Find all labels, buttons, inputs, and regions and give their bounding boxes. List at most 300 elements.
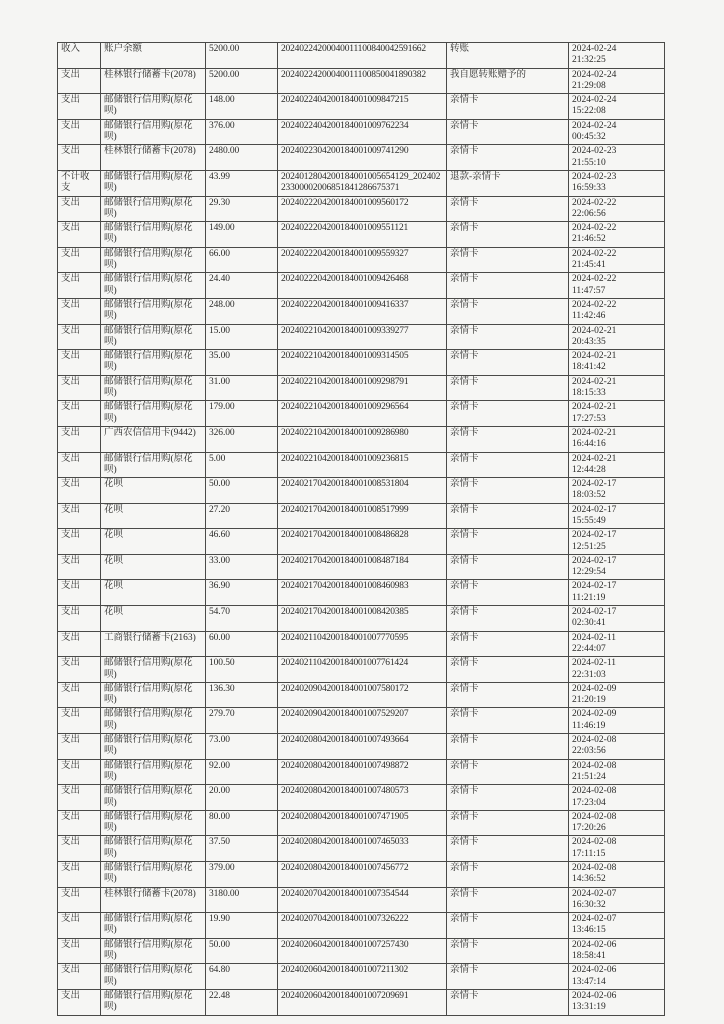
account-cell: 桂林银行储蓄卡(2078) bbox=[101, 145, 206, 171]
date-text: 2024-02-22 bbox=[572, 223, 617, 234]
transaction-type-cell: 支出 bbox=[58, 350, 101, 376]
note-cell: 亲情卡 bbox=[447, 401, 569, 427]
note-cell: 亲情卡 bbox=[447, 503, 569, 529]
transaction-type-cell: 支出 bbox=[58, 452, 101, 478]
amount-cell: 36.90 bbox=[206, 580, 278, 606]
time-text: 11:47:57 bbox=[572, 285, 606, 296]
transaction-id-cell: 2024022104200184001009286980 bbox=[278, 426, 447, 452]
date-text: 2024-02-06 bbox=[572, 939, 617, 950]
amount-cell: 2480.00 bbox=[206, 145, 278, 171]
transaction-type-cell: 支出 bbox=[58, 426, 101, 452]
time-text: 13:47:14 bbox=[572, 976, 606, 987]
transaction-id-cell: 2024020704200184001007326222 bbox=[278, 913, 447, 939]
table-row bbox=[58, 401, 665, 427]
note-cell: 亲情卡 bbox=[447, 452, 569, 478]
account-cell: 桂林银行储蓄卡(2078) bbox=[101, 887, 206, 913]
time-text: 16:59:33 bbox=[572, 183, 606, 194]
transaction-id-cell: 2024020604200184001007211302 bbox=[278, 964, 447, 990]
amount-cell: 54.70 bbox=[206, 606, 278, 632]
table-row bbox=[58, 375, 665, 401]
time-text: 14:36:52 bbox=[572, 874, 606, 885]
amount-cell: 24.40 bbox=[206, 273, 278, 299]
transaction-id-cell: 2024022404200184001009762234 bbox=[278, 119, 447, 145]
date-text: 2024-02-17 bbox=[572, 607, 617, 618]
table-row bbox=[58, 708, 665, 734]
amount-cell: 19.90 bbox=[206, 913, 278, 939]
account-cell: 邮储银行信用购(原花呗) bbox=[101, 964, 206, 990]
date-text: 2024-02-17 bbox=[572, 530, 617, 541]
table-row bbox=[58, 964, 665, 990]
datetime-cell bbox=[569, 401, 665, 427]
table-row bbox=[58, 196, 665, 222]
time-text: 17:20:26 bbox=[572, 823, 606, 834]
transaction-id-cell: 2024021104200184001007761424 bbox=[278, 657, 447, 683]
date-text: 2024-02-24 bbox=[572, 95, 617, 106]
table-row bbox=[58, 426, 665, 452]
transaction-type-cell: 支出 bbox=[58, 785, 101, 811]
date-text: 2024-02-09 bbox=[572, 683, 617, 694]
date-text: 2024-02-08 bbox=[572, 863, 617, 873]
transaction-id-cell: 2024012804200184001005654129_20240223300002006851841286675371 bbox=[278, 170, 447, 196]
account-cell: 花呗 bbox=[101, 529, 206, 555]
account-cell: 邮储银行信用购(原花呗) bbox=[101, 94, 206, 120]
table-row bbox=[58, 785, 665, 811]
note-cell: 亲情卡 bbox=[447, 836, 569, 862]
datetime-cell bbox=[569, 196, 665, 222]
table-row bbox=[58, 350, 665, 376]
amount-cell: 46.60 bbox=[206, 529, 278, 555]
date-text: 2024-02-24 bbox=[572, 69, 617, 80]
transaction-id-cell: 2024022104200184001009339277 bbox=[278, 324, 447, 350]
table-row bbox=[58, 913, 665, 939]
time-text: 17:23:04 bbox=[572, 797, 606, 808]
transaction-id-cell: 2024022104200184001009314505 bbox=[278, 350, 447, 376]
note-cell: 亲情卡 bbox=[447, 631, 569, 657]
time-text: 16:44:16 bbox=[572, 439, 606, 450]
amount-cell: 60.00 bbox=[206, 631, 278, 657]
time-text: 15:22:08 bbox=[572, 106, 606, 117]
amount-cell: 15.00 bbox=[206, 324, 278, 350]
table-row bbox=[58, 989, 665, 1015]
amount-cell: 66.00 bbox=[206, 247, 278, 273]
account-cell: 邮储银行信用购(原花呗) bbox=[101, 119, 206, 145]
datetime-cell bbox=[569, 682, 665, 708]
account-cell: 邮储银行信用购(原花呗) bbox=[101, 682, 206, 708]
account-cell: 花呗 bbox=[101, 554, 206, 580]
note-cell: 亲情卡 bbox=[447, 810, 569, 836]
time-text: 18:03:52 bbox=[572, 490, 606, 501]
transaction-id-cell: 2024022204200184001009426468 bbox=[278, 273, 447, 299]
account-cell: 花呗 bbox=[101, 606, 206, 632]
table-row bbox=[58, 273, 665, 299]
table-row bbox=[58, 606, 665, 632]
amount-cell: 3180.00 bbox=[206, 887, 278, 913]
datetime-cell bbox=[569, 222, 665, 248]
date-text: 2024-02-21 bbox=[572, 325, 617, 336]
time-text: 21:20:19 bbox=[572, 695, 606, 706]
amount-cell: 148.00 bbox=[206, 94, 278, 120]
table-row bbox=[58, 68, 665, 94]
amount-cell: 136.30 bbox=[206, 682, 278, 708]
datetime-cell bbox=[569, 887, 665, 913]
time-text: 16:30:32 bbox=[572, 899, 606, 910]
amount-cell: 92.00 bbox=[206, 759, 278, 785]
date-text: 2024-02-24 bbox=[572, 44, 617, 54]
table-row bbox=[58, 887, 665, 913]
datetime-cell bbox=[569, 324, 665, 350]
transaction-type-cell: 支出 bbox=[58, 682, 101, 708]
transaction-type-cell: 支出 bbox=[58, 222, 101, 248]
date-text: 2024-02-07 bbox=[572, 914, 617, 925]
account-cell: 邮储银行信用购(原花呗) bbox=[101, 222, 206, 248]
table-row bbox=[58, 298, 665, 324]
table-row bbox=[58, 862, 665, 888]
datetime-cell bbox=[569, 43, 665, 69]
note-cell: 亲情卡 bbox=[447, 426, 569, 452]
amount-cell: 29.30 bbox=[206, 196, 278, 222]
note-cell: 亲情卡 bbox=[447, 938, 569, 964]
date-text: 2024-02-21 bbox=[572, 453, 617, 464]
time-text: 21:51:24 bbox=[572, 771, 606, 782]
table-row bbox=[58, 836, 665, 862]
amount-cell: 279.70 bbox=[206, 708, 278, 734]
table-row bbox=[58, 529, 665, 555]
time-text: 17:27:53 bbox=[572, 413, 606, 424]
amount-cell: 37.50 bbox=[206, 836, 278, 862]
time-text: 21:32:25 bbox=[572, 55, 606, 66]
account-cell: 花呗 bbox=[101, 580, 206, 606]
transaction-type-cell: 支出 bbox=[58, 580, 101, 606]
transaction-id-cell: 2024020904200184001007529207 bbox=[278, 708, 447, 734]
note-cell: 退款-亲情卡 bbox=[447, 170, 569, 196]
account-cell: 邮储银行信用购(原花呗) bbox=[101, 657, 206, 683]
transaction-type-cell: 支出 bbox=[58, 657, 101, 683]
transaction-id-cell: 2024020704200184001007354544 bbox=[278, 887, 447, 913]
transaction-type-cell: 支出 bbox=[58, 401, 101, 427]
transaction-type-cell: 支出 bbox=[58, 862, 101, 888]
note-cell: 亲情卡 bbox=[447, 375, 569, 401]
time-text: 11:42:46 bbox=[572, 311, 606, 322]
transaction-id-cell: 2024022204200184001009551121 bbox=[278, 222, 447, 248]
time-text: 18:41:42 bbox=[572, 362, 606, 373]
account-cell: 桂林银行储蓄卡(2078) bbox=[101, 68, 206, 94]
time-text: 11:46:19 bbox=[572, 720, 606, 731]
note-cell: 亲情卡 bbox=[447, 964, 569, 990]
datetime-cell bbox=[569, 606, 665, 632]
transaction-type-cell: 支出 bbox=[58, 298, 101, 324]
time-text: 21:46:52 bbox=[572, 234, 606, 245]
account-cell: 花呗 bbox=[101, 503, 206, 529]
transaction-id-cell: 2024022104200184001009296564 bbox=[278, 401, 447, 427]
transaction-id-cell: 20240224200040011100850041890382 bbox=[278, 68, 447, 94]
amount-cell: 43.99 bbox=[206, 170, 278, 196]
date-text: 2024-02-08 bbox=[572, 735, 617, 746]
datetime-cell bbox=[569, 989, 665, 1015]
datetime-cell bbox=[569, 273, 665, 299]
transaction-type-cell: 支出 bbox=[58, 836, 101, 862]
date-text: 2024-02-21 bbox=[572, 376, 617, 387]
time-text: 12:44:28 bbox=[572, 464, 606, 475]
time-text: 13:46:15 bbox=[572, 925, 606, 936]
transaction-type-cell: 支出 bbox=[58, 631, 101, 657]
note-cell: 亲情卡 bbox=[447, 94, 569, 120]
account-cell: 邮储银行信用购(原花呗) bbox=[101, 170, 206, 196]
note-cell: 亲情卡 bbox=[447, 247, 569, 273]
account-cell: 邮储银行信用购(原花呗) bbox=[101, 913, 206, 939]
time-text: 02:30:41 bbox=[572, 618, 606, 629]
note-cell: 亲情卡 bbox=[447, 682, 569, 708]
datetime-cell bbox=[569, 708, 665, 734]
amount-cell: 5200.00 bbox=[206, 68, 278, 94]
time-text: 13:31:19 bbox=[572, 1002, 606, 1013]
transaction-type-cell: 收入 bbox=[58, 43, 101, 69]
account-cell: 邮储银行信用购(原花呗) bbox=[101, 452, 206, 478]
account-cell: 邮储银行信用购(原花呗) bbox=[101, 196, 206, 222]
amount-cell: 22.48 bbox=[206, 989, 278, 1015]
table-row bbox=[58, 452, 665, 478]
amount-cell: 326.00 bbox=[206, 426, 278, 452]
transaction-id-cell: 2024022204200184001009559327 bbox=[278, 247, 447, 273]
date-text: 2024-02-22 bbox=[572, 248, 617, 259]
time-text: 11:21:19 bbox=[572, 592, 606, 603]
note-cell: 亲情卡 bbox=[447, 222, 569, 248]
transaction-type-cell: 支出 bbox=[58, 529, 101, 555]
account-cell: 账户余额 bbox=[101, 43, 206, 69]
transaction-type-cell: 支出 bbox=[58, 938, 101, 964]
amount-cell: 100.50 bbox=[206, 657, 278, 683]
transaction-type-cell: 支出 bbox=[58, 554, 101, 580]
time-text: 22:31:03 bbox=[572, 669, 606, 680]
datetime-cell bbox=[569, 631, 665, 657]
amount-cell: 248.00 bbox=[206, 298, 278, 324]
datetime-cell bbox=[569, 452, 665, 478]
date-text: 2024-02-17 bbox=[572, 581, 617, 592]
transaction-type-cell: 支出 bbox=[58, 145, 101, 171]
time-text: 17:11:15 bbox=[572, 848, 606, 859]
transactions-table bbox=[57, 42, 665, 1016]
transaction-id-cell: 2024021704200184001008460983 bbox=[278, 580, 447, 606]
account-cell: 邮储银行信用购(原花呗) bbox=[101, 759, 206, 785]
datetime-cell bbox=[569, 810, 665, 836]
note-cell: 亲情卡 bbox=[447, 273, 569, 299]
account-cell: 邮储银行信用购(原花呗) bbox=[101, 862, 206, 888]
note-cell: 亲情卡 bbox=[447, 580, 569, 606]
transaction-id-cell: 2024020604200184001007257430 bbox=[278, 938, 447, 964]
table-row bbox=[58, 43, 665, 69]
datetime-cell bbox=[569, 862, 665, 888]
transactions-table-body bbox=[58, 43, 665, 1016]
note-cell: 亲情卡 bbox=[447, 350, 569, 376]
table-row bbox=[58, 145, 665, 171]
transaction-id-cell: 2024022104200184001009298791 bbox=[278, 375, 447, 401]
transaction-id-cell: 20240224200040011100840042591662 bbox=[278, 43, 447, 69]
datetime-cell bbox=[569, 759, 665, 785]
datetime-cell bbox=[569, 94, 665, 120]
table-row bbox=[58, 810, 665, 836]
note-cell: 亲情卡 bbox=[447, 145, 569, 171]
time-text: 22:44:07 bbox=[572, 643, 606, 654]
account-cell: 邮储银行信用购(原花呗) bbox=[101, 989, 206, 1015]
datetime-cell bbox=[569, 298, 665, 324]
date-text: 2024-02-08 bbox=[572, 837, 617, 848]
transaction-type-cell: 支出 bbox=[58, 119, 101, 145]
date-text: 2024-02-17 bbox=[572, 555, 617, 566]
date-text: 2024-02-09 bbox=[572, 709, 617, 720]
table-row bbox=[58, 247, 665, 273]
datetime-cell bbox=[569, 426, 665, 452]
note-cell: 亲情卡 bbox=[447, 785, 569, 811]
table-row bbox=[58, 631, 665, 657]
amount-cell: 35.00 bbox=[206, 350, 278, 376]
note-cell: 亲情卡 bbox=[447, 862, 569, 888]
note-cell: 转账 bbox=[447, 43, 569, 69]
datetime-cell bbox=[569, 68, 665, 94]
transaction-type-cell: 支出 bbox=[58, 734, 101, 760]
transaction-id-cell: 2024021104200184001007770595 bbox=[278, 631, 447, 657]
time-text: 15:55:49 bbox=[572, 515, 606, 526]
table-row bbox=[58, 170, 665, 196]
amount-cell: 5200.00 bbox=[206, 43, 278, 69]
transaction-id-cell: 2024021704200184001008517999 bbox=[278, 503, 447, 529]
time-text: 18:58:41 bbox=[572, 951, 606, 962]
transaction-id-cell: 2024020804200184001007465033 bbox=[278, 836, 447, 862]
transaction-type-cell: 支出 bbox=[58, 375, 101, 401]
note-cell: 亲情卡 bbox=[447, 759, 569, 785]
table-row bbox=[58, 682, 665, 708]
date-text: 2024-02-24 bbox=[572, 120, 617, 131]
note-cell: 亲情卡 bbox=[447, 324, 569, 350]
datetime-cell bbox=[569, 734, 665, 760]
amount-cell: 20.00 bbox=[206, 785, 278, 811]
amount-cell: 27.20 bbox=[206, 503, 278, 529]
transaction-type-cell: 支出 bbox=[58, 273, 101, 299]
table-row bbox=[58, 478, 665, 504]
time-text: 21:29:08 bbox=[572, 80, 606, 91]
amount-cell: 33.00 bbox=[206, 554, 278, 580]
account-cell: 邮储银行信用购(原花呗) bbox=[101, 324, 206, 350]
transaction-type-cell: 支出 bbox=[58, 68, 101, 94]
datetime-cell bbox=[569, 913, 665, 939]
transaction-type-cell: 支出 bbox=[58, 759, 101, 785]
transaction-type-cell: 支出 bbox=[58, 196, 101, 222]
datetime-cell bbox=[569, 503, 665, 529]
transaction-type-cell: 支出 bbox=[58, 478, 101, 504]
time-text: 00:45:32 bbox=[572, 132, 606, 143]
note-cell: 亲情卡 bbox=[447, 298, 569, 324]
note-cell: 亲情卡 bbox=[447, 887, 569, 913]
date-text: 2024-02-22 bbox=[572, 299, 617, 310]
datetime-cell bbox=[569, 836, 665, 862]
transaction-id-cell: 2024021704200184001008531804 bbox=[278, 478, 447, 504]
time-text: 22:03:56 bbox=[572, 746, 606, 757]
note-cell: 亲情卡 bbox=[447, 657, 569, 683]
datetime-cell bbox=[569, 350, 665, 376]
datetime-cell bbox=[569, 657, 665, 683]
date-text: 2024-02-21 bbox=[572, 351, 617, 362]
table-row bbox=[58, 580, 665, 606]
transaction-id-cell: 2024021704200184001008486828 bbox=[278, 529, 447, 555]
transaction-type-cell: 支出 bbox=[58, 913, 101, 939]
account-cell: 广西农信信用卡(9442) bbox=[101, 426, 206, 452]
note-cell: 亲情卡 bbox=[447, 606, 569, 632]
transaction-type-cell: 支出 bbox=[58, 503, 101, 529]
account-cell: 邮储银行信用购(原花呗) bbox=[101, 401, 206, 427]
date-text: 2024-02-07 bbox=[572, 888, 617, 899]
transaction-id-cell: 2024020804200184001007498872 bbox=[278, 759, 447, 785]
date-text: 2024-02-11 bbox=[572, 632, 616, 643]
date-text: 2024-02-23 bbox=[572, 146, 617, 157]
amount-cell: 376.00 bbox=[206, 119, 278, 145]
account-cell: 邮储银行信用购(原花呗) bbox=[101, 938, 206, 964]
note-cell: 我自愿转账赠予的 bbox=[447, 68, 569, 94]
account-cell: 邮储银行信用购(原花呗) bbox=[101, 734, 206, 760]
transaction-id-cell: 2024022304200184001009741290 bbox=[278, 145, 447, 171]
account-cell: 邮储银行信用购(原花呗) bbox=[101, 350, 206, 376]
datetime-cell bbox=[569, 554, 665, 580]
transaction-id-cell: 2024020904200184001007580172 bbox=[278, 682, 447, 708]
datetime-cell bbox=[569, 580, 665, 606]
transaction-type-cell: 支出 bbox=[58, 887, 101, 913]
transaction-id-cell: 2024022204200184001009416337 bbox=[278, 298, 447, 324]
amount-cell: 64.80 bbox=[206, 964, 278, 990]
transaction-id-cell: 2024022204200184001009560172 bbox=[278, 196, 447, 222]
table-row bbox=[58, 94, 665, 120]
date-text: 2024-02-17 bbox=[572, 479, 617, 490]
date-text: 2024-02-17 bbox=[572, 504, 617, 515]
table-row bbox=[58, 657, 665, 683]
note-cell: 亲情卡 bbox=[447, 708, 569, 734]
note-cell: 亲情卡 bbox=[447, 119, 569, 145]
amount-cell: 5.00 bbox=[206, 452, 278, 478]
datetime-cell bbox=[569, 938, 665, 964]
transaction-id-cell: 2024020804200184001007493664 bbox=[278, 734, 447, 760]
time-text: 21:45:41 bbox=[572, 260, 606, 271]
transaction-id-cell: 2024022404200184001009847215 bbox=[278, 94, 447, 120]
account-cell: 工商银行储蓄卡(2163) bbox=[101, 631, 206, 657]
transaction-id-cell: 2024021704200184001008420385 bbox=[278, 606, 447, 632]
date-text: 2024-02-08 bbox=[572, 786, 617, 797]
datetime-cell bbox=[569, 119, 665, 145]
amount-cell: 149.00 bbox=[206, 222, 278, 248]
transaction-type-cell: 支出 bbox=[58, 324, 101, 350]
amount-cell: 50.00 bbox=[206, 478, 278, 504]
transaction-type-cell: 支出 bbox=[58, 606, 101, 632]
account-cell: 邮储银行信用购(原花呗) bbox=[101, 298, 206, 324]
date-text: 2024-02-06 bbox=[572, 965, 617, 976]
amount-cell: 50.00 bbox=[206, 938, 278, 964]
table-row bbox=[58, 324, 665, 350]
amount-cell: 179.00 bbox=[206, 401, 278, 427]
table-row bbox=[58, 554, 665, 580]
transaction-type-cell: 支出 bbox=[58, 989, 101, 1015]
account-cell: 邮储银行信用购(原花呗) bbox=[101, 273, 206, 299]
date-text: 2024-02-22 bbox=[572, 274, 617, 285]
transaction-id-cell: 2024020804200184001007480573 bbox=[278, 785, 447, 811]
account-cell: 邮储银行信用购(原花呗) bbox=[101, 810, 206, 836]
table-row bbox=[58, 759, 665, 785]
transaction-id-cell: 2024021704200184001008487184 bbox=[278, 554, 447, 580]
table-row bbox=[58, 503, 665, 529]
account-cell: 花呗 bbox=[101, 478, 206, 504]
table-row bbox=[58, 734, 665, 760]
note-cell: 亲情卡 bbox=[447, 478, 569, 504]
datetime-cell bbox=[569, 375, 665, 401]
transaction-type-cell: 支出 bbox=[58, 708, 101, 734]
datetime-cell bbox=[569, 247, 665, 273]
datetime-cell bbox=[569, 785, 665, 811]
transaction-type-cell: 支出 bbox=[58, 964, 101, 990]
transaction-type-cell: 不计收支 bbox=[58, 170, 101, 196]
